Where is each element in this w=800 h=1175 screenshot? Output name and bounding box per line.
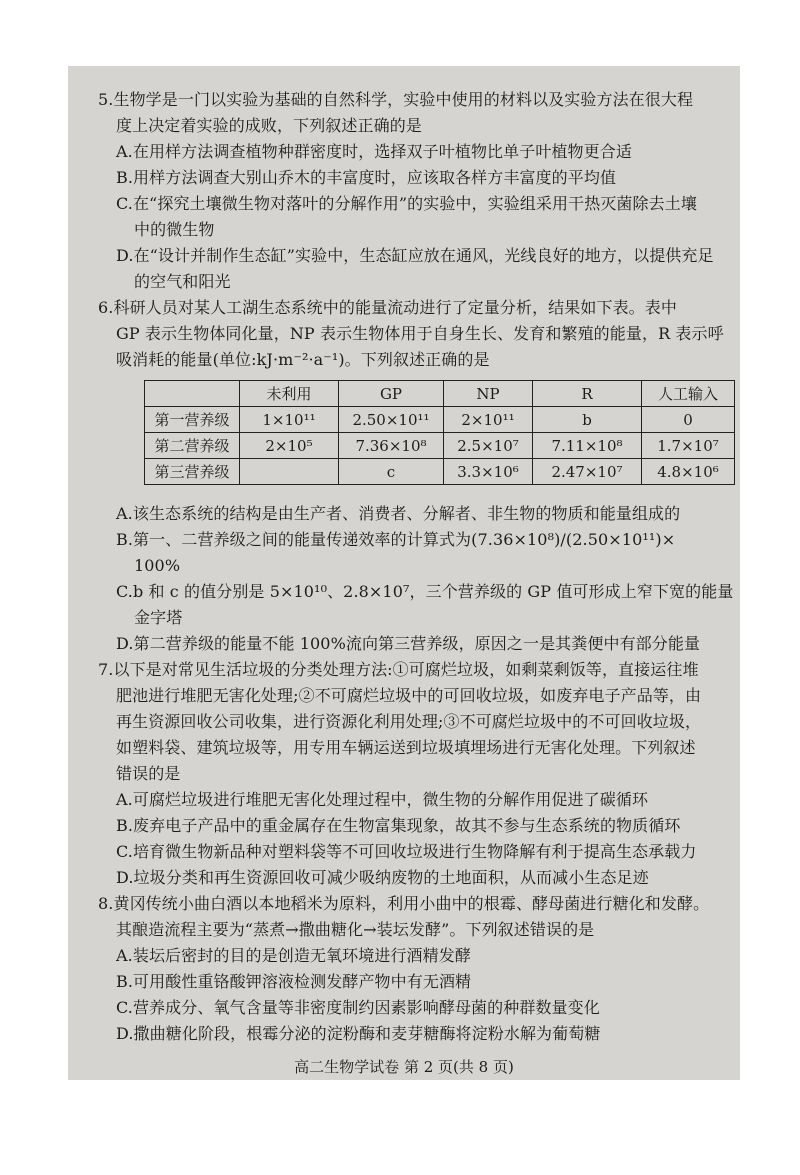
- q5-stem-line-1: 5.生物学是一门以实验为基础的自然科学，实验中使用的材料以及实验方法在很大程: [98, 90, 694, 109]
- q5-option-b: B.用样方法调查大别山乔木的丰富度时，应该取各样方丰富度的平均值: [116, 168, 617, 187]
- q6-stem-line-2: GP 表示生物体同化量，NP 表示生物体用于自身生长、发育和繁殖的能量，R 表示呼: [116, 324, 724, 343]
- table-row: [145, 433, 735, 459]
- q5-option-d-line-2: 的空气和阳光: [134, 272, 231, 291]
- table-cell: 2×10⁵: [240, 433, 339, 459]
- table-cell: c: [339, 459, 444, 485]
- table-cell: 2.47×10⁷: [533, 459, 642, 485]
- table-cell: 0: [642, 407, 735, 433]
- table-header-cell: NP: [444, 381, 533, 407]
- q7-stem-line-3: 再生资源回收公司收集，进行资源化利用处理;③不可腐烂垃圾中的不可回收垃圾，: [116, 712, 702, 731]
- q7-option-c: C.培育微生物新品种对塑料袋等不可回收垃圾进行生物降解有利于提高生态承载力: [116, 842, 697, 861]
- q6-option-a: A.该生态系统的结构是由生产者、消费者、分解者、非生物的物质和能量组成的: [116, 504, 681, 523]
- table-cell: 第一营养级: [145, 407, 240, 433]
- q7-stem-line-5: 错误的是: [116, 764, 181, 783]
- table-cell: 4.8×10⁶: [642, 459, 735, 485]
- q8-stem-line-2: 其酿造流程主要为“蒸煮→撒曲糖化→装坛发酵”。下列叙述错误的是: [116, 920, 595, 939]
- q7-option-b: B.废弃电子产品中的重金属存在生物富集现象，故其不参与生态系统的物质循环: [116, 816, 681, 835]
- table-header-cell: R: [533, 381, 642, 407]
- q7-stem-line-2: 肥池进行堆肥无害化处理;②不可腐烂垃圾中的可回收垃圾，如废弃电子产品等，由: [116, 686, 702, 705]
- q6-option-b-line-1: B.第一、二营养级之间的能量传递效率的计算式为(7.36×10⁸)/(2.50×10¹¹)×: [116, 530, 676, 549]
- q8-stem-line-1: 8.黄冈传统小曲白酒以本地稻米为原料，利用小曲中的根霉、酵母菌进行糖化和发酵。: [98, 894, 710, 913]
- q8-option-a: A.装坛后密封的目的是创造无氧环境进行酒精发酵: [116, 946, 471, 965]
- table-cell: 7.36×10⁸: [339, 433, 444, 459]
- table-cell: 1×10¹¹: [240, 407, 339, 433]
- table-cell: 2.5×10⁷: [444, 433, 533, 459]
- energy-flow-table: [144, 380, 735, 485]
- table-cell: 第三营养级: [145, 459, 240, 485]
- table-cell: 3.3×10⁶: [444, 459, 533, 485]
- table-row: [145, 407, 735, 433]
- q6-option-c-line-2: 金字塔: [134, 608, 183, 627]
- table-cell: 2×10¹¹: [444, 407, 533, 433]
- table-cell: [240, 459, 339, 485]
- table-cell: 2.50×10¹¹: [339, 407, 444, 433]
- q7-stem-line-1: 7.以下是对常见生活垃圾的分类处理方法:①可腐烂垃圾，如剩菜剩饭等，直接运往堆: [98, 660, 699, 679]
- q7-option-d: D.垃圾分类和再生资源回收可减少吸纳废物的土地面积，从而减小生态足迹: [116, 868, 649, 887]
- table-cell: b: [533, 407, 642, 433]
- q7-option-a: A.可腐烂垃圾进行堆肥无害化处理过程中，微生物的分解作用促进了碳循环: [116, 790, 649, 809]
- exam-page: [68, 66, 740, 1080]
- q6-stem-line-3: 吸消耗的能量(单位:kJ·m⁻²·a⁻¹)。下列叙述正确的是: [116, 350, 490, 369]
- table-header-cell: 未利用: [240, 381, 339, 407]
- q7-stem-line-4: 如塑料袋、建筑垃圾等，用专用车辆运送到垃圾填埋场进行无害化处理。下列叙述: [116, 738, 696, 757]
- q6-option-c-line-1: C.b 和 c 的值分别是 5×10¹⁰、2.8×10⁷，三个营养级的 GP 值可形成上窄下宽的能量: [116, 582, 734, 601]
- table-cell: 7.11×10⁸: [533, 433, 642, 459]
- q5-option-c-line-2: 中的微生物: [134, 220, 215, 239]
- q5-option-c-line-1: C.在“探究土壤微生物对落叶的分解作用”的实验中，实验组采用干热灭菌除去土壤: [116, 194, 697, 213]
- q6-stem-line-1: 6.科研人员对某人工湖生态系统中的能量流动进行了定量分析，结果如下表。表中: [98, 298, 677, 317]
- table-header-cell: GP: [339, 381, 444, 407]
- table-header-row: [145, 381, 735, 407]
- q5-option-d-line-1: D.在“设计并制作生态缸”实验中，生态缸应放在通风，光线良好的地方，以提供充足: [116, 246, 714, 265]
- table-cell: 第二营养级: [145, 433, 240, 459]
- table-header-cell: 人工输入: [642, 381, 735, 407]
- q5-option-a: A.在用样方法调查植物种群密度时，选择双子叶植物比单子叶植物更合适: [116, 142, 632, 161]
- table-row: [145, 459, 735, 485]
- q8-option-d: D.撒曲糖化阶段，根霉分泌的淀粉酶和麦芽糖酶将淀粉水解为葡萄糖: [116, 1024, 601, 1043]
- q6-option-b-line-2: 100%: [134, 556, 181, 575]
- q8-option-c: C.营养成分、氧气含量等非密度制约因素影响酵母菌的种群数量变化: [116, 998, 600, 1017]
- q6-option-d: D.第二营养级的能量不能 100%流向第三营养级，原因之一是其粪便中有部分能量: [116, 634, 701, 653]
- page-footer: 高二生物学试卷 第 2 页(共 8 页): [294, 1058, 514, 1076]
- table-header-cell: [145, 381, 240, 407]
- q8-option-b: B.可用酸性重铬酸钾溶液检测发酵产物中有无酒精: [116, 972, 472, 991]
- table-cell: 1.7×10⁷: [642, 433, 735, 459]
- q5-stem-line-2: 度上决定着实验的成败，下列叙述正确的是: [116, 116, 422, 135]
